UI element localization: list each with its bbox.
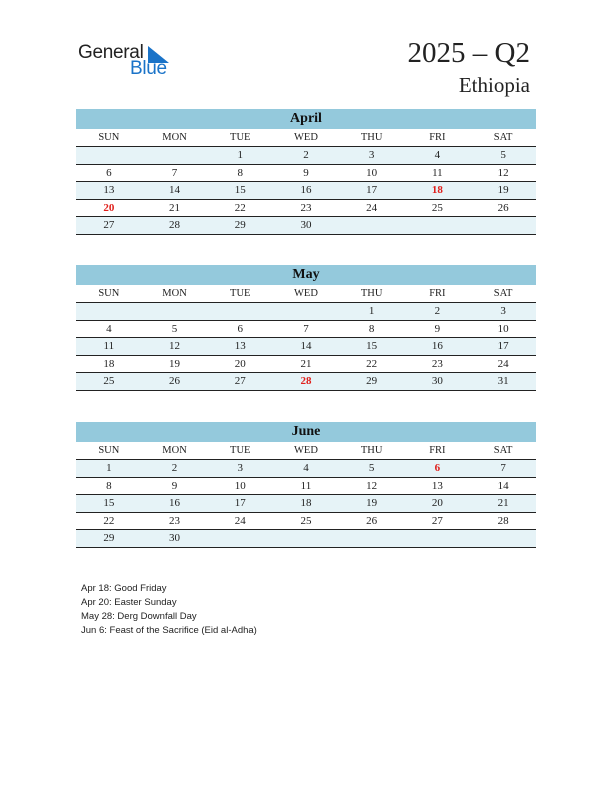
day-cell: 14 (142, 182, 208, 200)
day-cell: 27 (405, 512, 471, 530)
day-cell: 28 (142, 217, 208, 235)
weekday-label: WED (273, 129, 339, 147)
calendar-grid (76, 442, 536, 548)
day-cell: 5 (339, 460, 405, 478)
day-cell: 12 (339, 477, 405, 495)
day-cell: 9 (273, 164, 339, 182)
day-cell: 3 (339, 147, 405, 165)
day-cell: 29 (207, 217, 273, 235)
holiday-note: May 28: Derg Downfall Day (81, 611, 197, 622)
weekday-label: THU (339, 285, 405, 303)
day-cell: 27 (76, 217, 142, 235)
day-cell: 2 (273, 147, 339, 165)
week-row (76, 373, 536, 391)
day-cell: 17 (470, 338, 536, 356)
holiday-note: Jun 6: Feast of the Sacrifice (Eid al-Adha) (81, 625, 257, 636)
holiday-notes (81, 582, 257, 638)
weekday-label: FRI (405, 285, 471, 303)
weekday-label: TUE (207, 442, 273, 460)
day-cell: 18 (76, 355, 142, 373)
day-cell: 21 (142, 199, 208, 217)
week-row (76, 530, 536, 548)
page-subtitle-country: Ethiopia (458, 73, 530, 97)
week-row (76, 147, 536, 165)
day-cell: 23 (405, 355, 471, 373)
weekday-label: FRI (405, 129, 471, 147)
day-cell: 1 (76, 460, 142, 478)
day-cell: 3 (470, 303, 536, 321)
day-cell: 8 (207, 164, 273, 182)
day-cell: 3 (207, 460, 273, 478)
day-cell: 25 (273, 512, 339, 530)
weekday-label: THU (339, 442, 405, 460)
day-cell: 23 (273, 199, 339, 217)
day-cell: 13 (76, 182, 142, 200)
day-cell: 17 (207, 495, 273, 513)
day-cell: 9 (142, 477, 208, 495)
day-cell: 16 (273, 182, 339, 200)
day-cell: 1 (207, 147, 273, 165)
day-cell: 20 (405, 495, 471, 513)
holiday-day-cell: 28 (273, 373, 339, 391)
weekday-label: THU (339, 129, 405, 147)
day-cell (405, 530, 471, 548)
weekday-label: FRI (405, 442, 471, 460)
week-row (76, 477, 536, 495)
day-cell: 18 (273, 495, 339, 513)
day-cell: 28 (470, 512, 536, 530)
weekday-label: MON (142, 129, 208, 147)
weekday-label: SAT (470, 285, 536, 303)
weekday-header-row (76, 285, 536, 303)
day-cell: 11 (76, 338, 142, 356)
holiday-day-cell: 18 (405, 182, 471, 200)
week-row (76, 355, 536, 373)
day-cell (470, 530, 536, 548)
day-cell (142, 147, 208, 165)
day-cell: 26 (339, 512, 405, 530)
weekday-label: MON (142, 442, 208, 460)
week-row (76, 460, 536, 478)
day-cell: 16 (142, 495, 208, 513)
week-row (76, 182, 536, 200)
logo-word-general: General (78, 42, 144, 63)
day-cell: 30 (405, 373, 471, 391)
day-cell (142, 303, 208, 321)
month-title: June (76, 422, 536, 442)
holiday-note: Apr 20: Easter Sunday (81, 597, 177, 608)
weekday-header-row (76, 442, 536, 460)
day-cell (76, 147, 142, 165)
day-cell: 19 (470, 182, 536, 200)
holiday-day-cell: 6 (405, 460, 471, 478)
day-cell: 16 (405, 338, 471, 356)
day-cell: 5 (470, 147, 536, 165)
day-cell: 13 (405, 477, 471, 495)
day-cell: 22 (76, 512, 142, 530)
day-cell: 14 (470, 477, 536, 495)
day-cell: 4 (405, 147, 471, 165)
day-cell: 22 (339, 355, 405, 373)
day-cell: 11 (405, 164, 471, 182)
week-row (76, 164, 536, 182)
week-row (76, 199, 536, 217)
day-cell: 25 (405, 199, 471, 217)
week-row (76, 217, 536, 235)
day-cell (207, 530, 273, 548)
day-cell (470, 217, 536, 235)
week-row (76, 320, 536, 338)
week-row (76, 495, 536, 513)
day-cell: 17 (339, 182, 405, 200)
day-cell: 22 (207, 199, 273, 217)
day-cell: 29 (76, 530, 142, 548)
day-cell: 10 (339, 164, 405, 182)
day-cell: 1 (339, 303, 405, 321)
day-cell (207, 303, 273, 321)
month-title: April (76, 109, 536, 129)
weekday-label: SUN (76, 129, 142, 147)
week-row (76, 512, 536, 530)
month-title: May (76, 265, 536, 285)
weekday-label: WED (273, 442, 339, 460)
page-title-period: 2025 – Q2 (407, 37, 530, 69)
weekday-label: MON (142, 285, 208, 303)
month-june (76, 422, 536, 548)
day-cell: 5 (142, 320, 208, 338)
day-cell: 9 (405, 320, 471, 338)
day-cell: 4 (76, 320, 142, 338)
day-cell (405, 217, 471, 235)
calendar-grid (76, 129, 536, 235)
day-cell: 26 (470, 199, 536, 217)
weekday-label: TUE (207, 129, 273, 147)
weekday-label: TUE (207, 285, 273, 303)
day-cell: 15 (339, 338, 405, 356)
holiday-note: Apr 18: Good Friday (81, 583, 167, 594)
day-cell: 24 (339, 199, 405, 217)
week-row (76, 303, 536, 321)
day-cell (76, 303, 142, 321)
day-cell: 19 (142, 355, 208, 373)
weekday-header-row (76, 129, 536, 147)
day-cell: 24 (470, 355, 536, 373)
day-cell: 15 (207, 182, 273, 200)
day-cell: 31 (470, 373, 536, 391)
day-cell: 20 (207, 355, 273, 373)
day-cell: 19 (339, 495, 405, 513)
day-cell: 30 (142, 530, 208, 548)
calendar-grid (76, 285, 536, 391)
day-cell: 24 (207, 512, 273, 530)
day-cell: 7 (273, 320, 339, 338)
day-cell: 26 (142, 373, 208, 391)
day-cell (339, 217, 405, 235)
day-cell: 2 (142, 460, 208, 478)
day-cell: 6 (76, 164, 142, 182)
day-cell: 10 (470, 320, 536, 338)
day-cell: 2 (405, 303, 471, 321)
day-cell: 30 (273, 217, 339, 235)
month-may (76, 265, 536, 391)
day-cell: 7 (470, 460, 536, 478)
weekday-label: SUN (76, 285, 142, 303)
weekday-label: SUN (76, 442, 142, 460)
week-row (76, 338, 536, 356)
day-cell: 7 (142, 164, 208, 182)
day-cell: 23 (142, 512, 208, 530)
day-cell: 6 (207, 320, 273, 338)
day-cell: 11 (273, 477, 339, 495)
weekday-label: SAT (470, 442, 536, 460)
day-cell: 10 (207, 477, 273, 495)
logo-word-blue: Blue (130, 58, 167, 79)
day-cell (273, 303, 339, 321)
day-cell (273, 530, 339, 548)
day-cell: 8 (76, 477, 142, 495)
day-cell: 13 (207, 338, 273, 356)
day-cell: 27 (207, 373, 273, 391)
day-cell: 12 (470, 164, 536, 182)
day-cell (339, 530, 405, 548)
day-cell: 12 (142, 338, 208, 356)
day-cell: 25 (76, 373, 142, 391)
day-cell: 4 (273, 460, 339, 478)
weekday-label: SAT (470, 129, 536, 147)
day-cell: 21 (470, 495, 536, 513)
generalblue-logo (78, 42, 178, 82)
day-cell: 8 (339, 320, 405, 338)
day-cell: 15 (76, 495, 142, 513)
day-cell: 21 (273, 355, 339, 373)
weekday-label: WED (273, 285, 339, 303)
day-cell: 29 (339, 373, 405, 391)
holiday-day-cell: 20 (76, 199, 142, 217)
day-cell: 14 (273, 338, 339, 356)
month-april (76, 109, 536, 235)
